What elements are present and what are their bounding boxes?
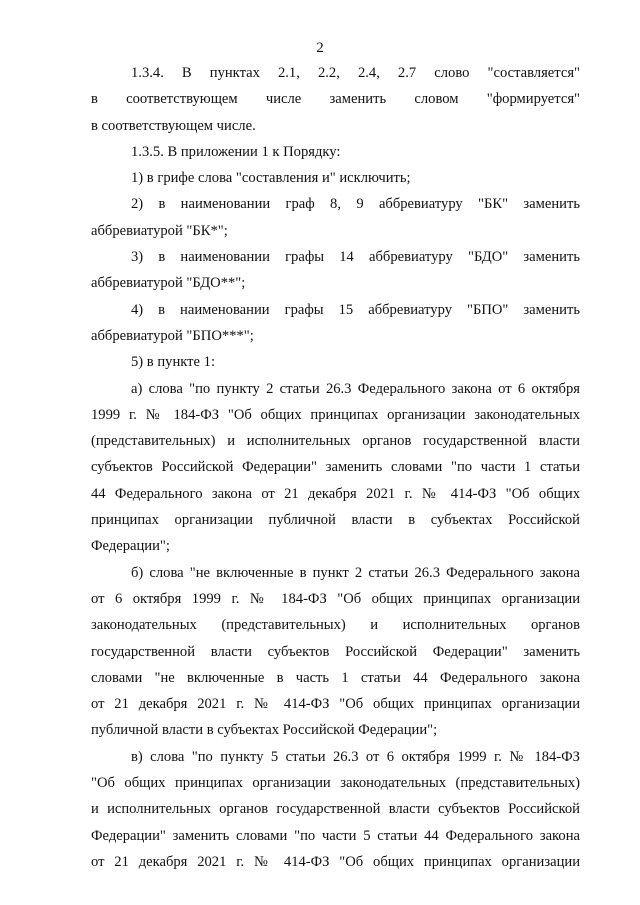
- text-line: аббревиатурой "БДО**";: [91, 275, 246, 292]
- text-line: 2) в наименовании граф 8, 9 аббревиатуру "БК" заменить: [131, 196, 580, 213]
- text-line: субъектов Российской Федерации" заменить словами "по части 1 статьи: [91, 459, 580, 476]
- text-line: принципах организации публичной власти в субъектах Российской: [91, 512, 580, 529]
- text-line: б) слова "не включенные в пункт 2 статьи 26.3 Федерального закона: [131, 564, 580, 581]
- text-line: 5) в пункте 1:: [131, 354, 216, 371]
- paragraph: [91, 60, 580, 139]
- text-line: а) слова "по пункту 2 статьи 26.3 Федерального закона от 6 октября: [131, 380, 580, 397]
- text-line: государственной власти субъектов Российской Федерации" заменить: [91, 643, 580, 660]
- paragraph: [91, 139, 580, 165]
- text-line: 1) в грифе слова "составления и" исключить;: [131, 170, 411, 187]
- text-line: 1999 г. № 184-ФЗ "Об общих принципах организации законодательных: [91, 406, 580, 423]
- document-body: [91, 60, 580, 875]
- text-line: "Об общих принципах организации законодательных (представительных): [91, 775, 580, 792]
- text-line: 1.3.5. В приложении 1 к Порядку:: [131, 143, 341, 160]
- text-line: в) слова "по пункту 5 статьи 26.3 от 6 октября 1999 г. № 184-ФЗ: [131, 748, 580, 765]
- text-line: Федерации";: [91, 538, 170, 555]
- paragraph: [91, 297, 580, 350]
- text-line: и исполнительных органов государственной власти субъектов Российской: [91, 801, 580, 818]
- text-line: аббревиатурой "БПО***";: [91, 327, 254, 344]
- text-line: от 21 декабря 2021 г. № 414-ФЗ "Об общих принципах организации: [91, 853, 580, 870]
- text-line: 44 Федерального закона от 21 декабря 2021 г. № 414-ФЗ "Об общих: [91, 485, 580, 502]
- text-line: от 21 декабря 2021 г. № 414-ФЗ "Об общих принципах организации: [91, 696, 580, 713]
- paragraph: [91, 244, 580, 297]
- text-line: от 6 октября 1999 г. № 184-ФЗ "Об общих принципах организации: [91, 590, 580, 607]
- text-line: 1.3.4. В пунктах 2.1, 2.2, 2.4, 2.7 слово "составляется": [131, 65, 580, 81]
- text-line: аббревиатурой "БК*";: [91, 222, 228, 239]
- paragraph: [91, 191, 580, 244]
- page-number: 2: [316, 40, 324, 56]
- text-line: Федерации" заменить словами "по части 5 статьи 44 Федерального закона: [91, 827, 580, 844]
- paragraph: [91, 376, 580, 560]
- text-line: словами "не включенные в часть 1 статьи 44 Федерального закона: [91, 669, 580, 686]
- paragraph: [91, 349, 580, 375]
- text-line: 3) в наименовании графы 14 аббревиатуру "БДО" заменить: [131, 249, 580, 266]
- text-line: публичной власти в субъектах Российской Федерации";: [91, 722, 438, 739]
- paragraph: [91, 165, 580, 191]
- text-line: (представительных) и исполнительных органов государственной власти: [91, 433, 580, 450]
- text-line: в соответствующем числе.: [91, 117, 256, 134]
- paragraph: [91, 560, 580, 744]
- text-line: в соответствующем числе заменить словом "формируется": [91, 91, 580, 108]
- paragraph: [91, 744, 580, 875]
- text-line: 4) в наименовании графы 15 аббревиатуру "БПО" заменить: [131, 301, 580, 318]
- text-line: законодательных (представительных) и исполнительных органов: [91, 617, 580, 634]
